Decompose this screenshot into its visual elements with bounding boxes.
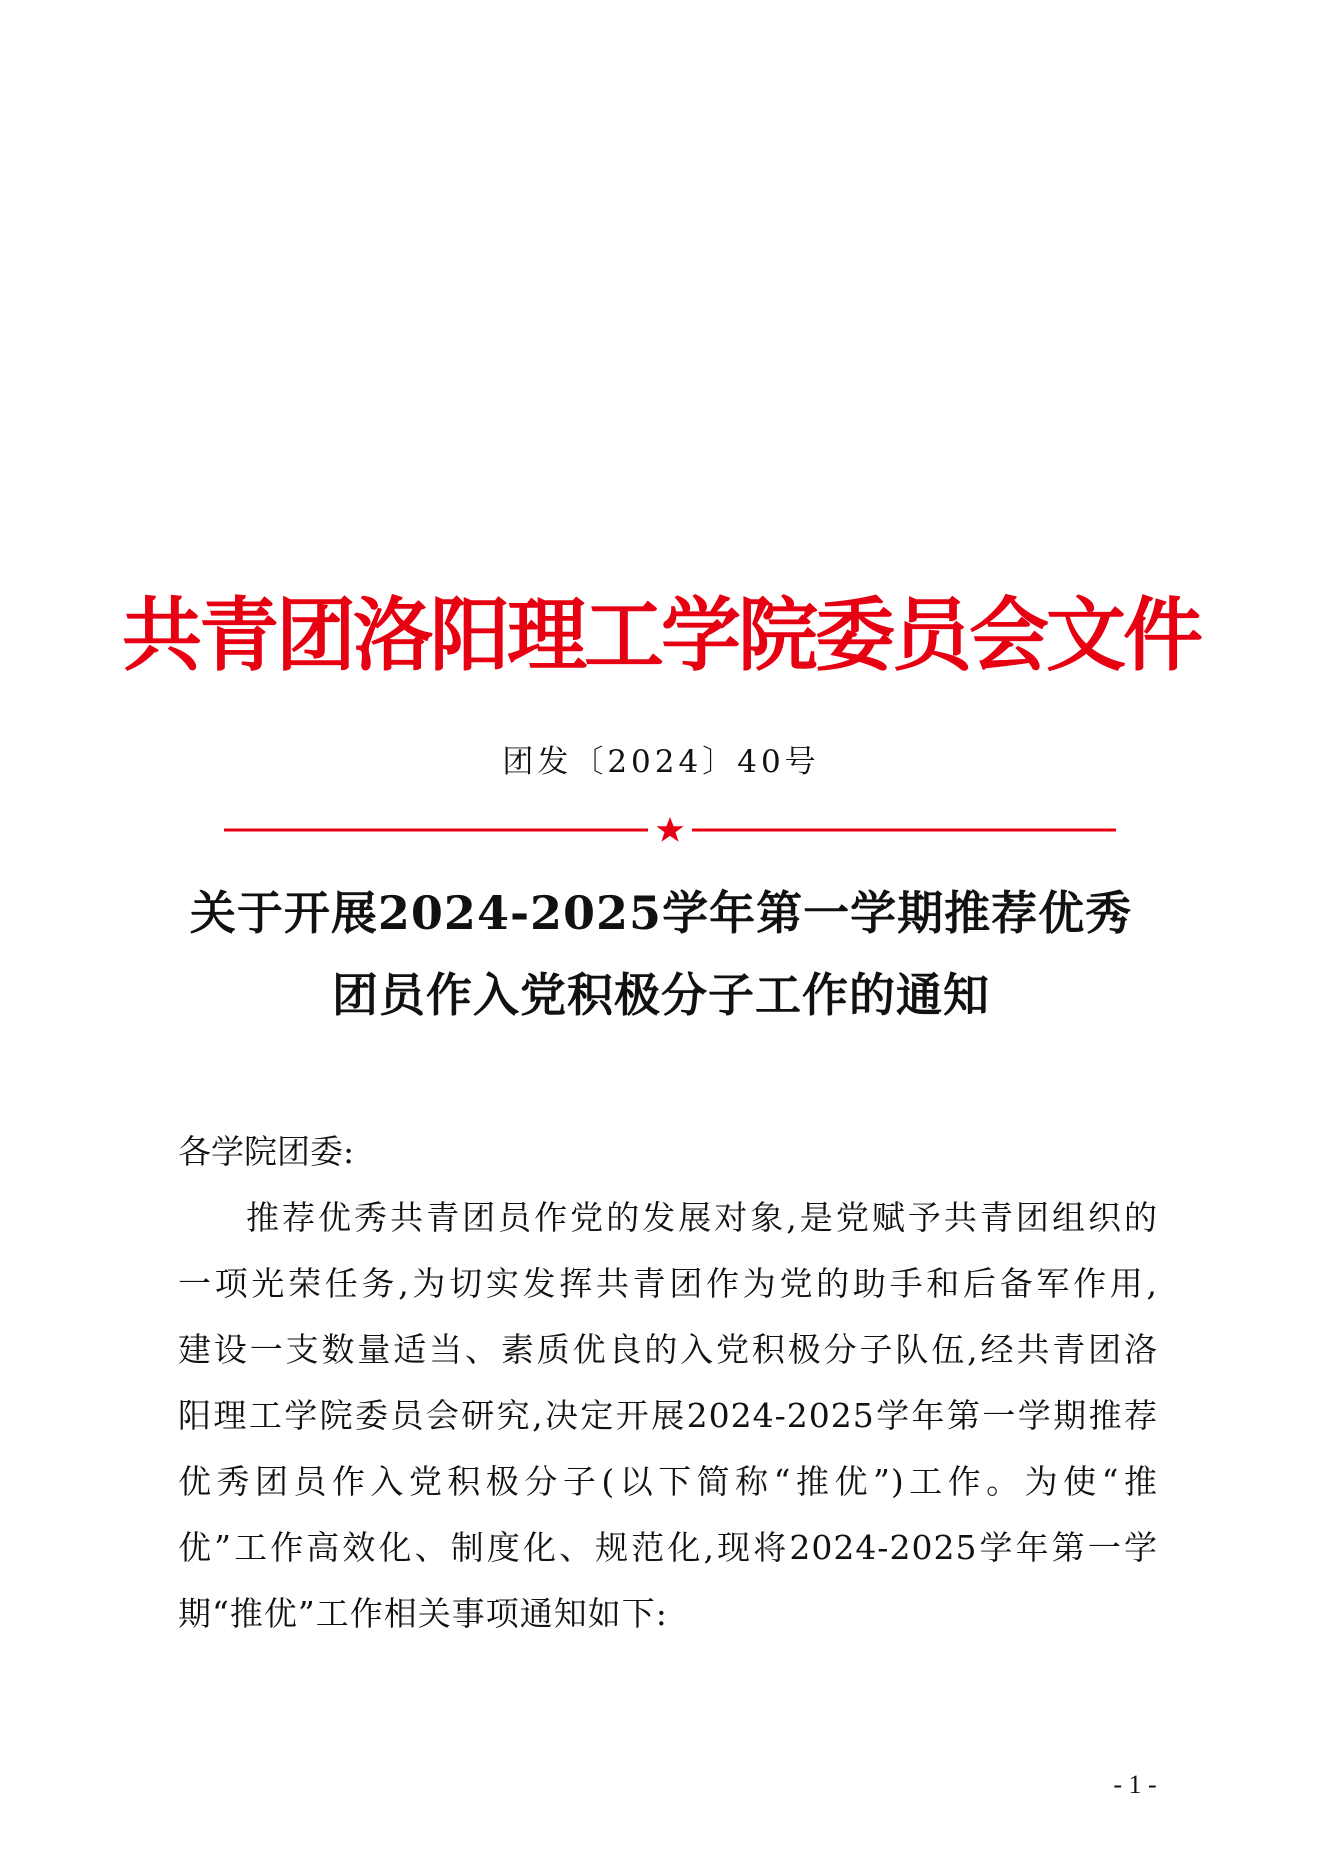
notice-title-line-2: 团员作入党积极分子工作的通知 [332,968,990,1022]
notice-title-line-1: 关于开展2024-2025学年第一学期推荐优秀 [189,886,1133,940]
issuer-header-title: 共青团洛阳理工学院委员会文件 [122,588,1200,682]
body-paragraph-line: 建设一支数量适当、素质优良的入党积极分子队伍,经共青团洛 [178,1330,1158,1369]
body-paragraph-line: 一项光荣任务,为切实发挥共青团作为党的助手和后备军作用, [178,1264,1158,1303]
body-paragraph-line: 优”工作高效化、制度化、规范化,现将2024-2025学年第一学 [178,1528,1158,1567]
salutation: 各学院团委: [178,1132,355,1171]
page-number: - 1 - [1113,1770,1157,1799]
body-paragraph-line: 推荐优秀共青团员作党的发展对象,是党赋予共青团组织的 [246,1198,1158,1237]
red-separator-rule [224,815,1116,845]
document-number: 团发〔2024〕40号 [502,744,820,780]
body-paragraph-line: 期“推优”工作相关事项通知如下: [178,1594,668,1633]
body-paragraph-line: 优秀团员作入党积极分子(以下简称“推优”)工作。为使“推 [178,1462,1158,1501]
body-paragraph-line: 阳理工学院委员会研究,决定开展2024-2025学年第一学期推荐 [178,1396,1158,1435]
star-icon [656,817,683,842]
